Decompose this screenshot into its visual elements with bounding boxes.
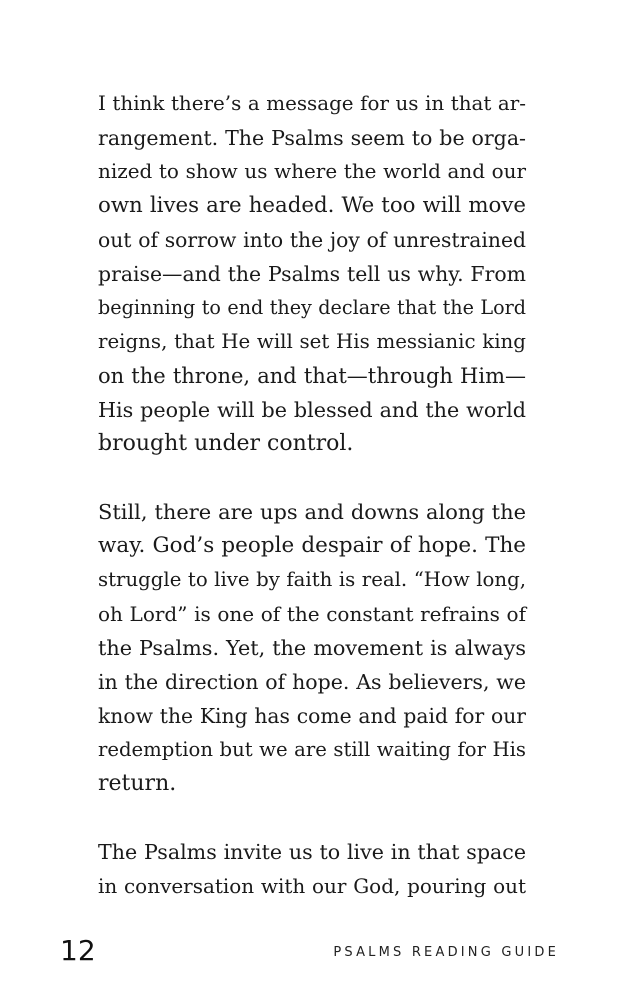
text-line: nized to show us where the world and our (98, 160, 526, 183)
paragraph-gap (98, 801, 526, 835)
running-title: PSALMS READING GUIDE (333, 945, 559, 960)
text-line: rangement. The Psalms seem to be orga- (98, 126, 526, 150)
text-line: praise—and the Psalms tell us why. From (98, 262, 526, 286)
page-number: 12 (60, 934, 96, 967)
text-line: struggle to live by faith is real. “How long, (98, 568, 526, 591)
paragraph-1 (98, 87, 526, 461)
paragraph-2 (98, 495, 526, 801)
text-line: The Psalms invite us to live in that space (98, 840, 526, 864)
text-line: return. (98, 771, 177, 796)
text-line: redemption but we are still waiting for His (98, 738, 526, 761)
text-line: brought under control. (98, 431, 354, 456)
text-line: oh Lord” is one of the constant refrains of (98, 602, 526, 626)
text-line: in the direction of hope. As believers, we (98, 670, 526, 694)
paragraph-gap (98, 461, 526, 495)
body-text (98, 87, 526, 903)
text-line: on the throne, and that—through Him— (98, 363, 526, 388)
text-line: His people will be blessed and the world (98, 398, 526, 422)
text-line: out of sorrow into the joy of unrestrained (98, 228, 526, 252)
text-line: Still, there are ups and downs along the (98, 500, 526, 524)
text-line: reigns, that He will set His messianic king (98, 330, 526, 353)
paragraph-3 (98, 835, 526, 903)
text-line: own lives are headed. We too will move (98, 193, 526, 218)
text-line: way. God’s people despair of hope. The (98, 533, 526, 558)
text-line: beginning to end they declare that the Lord (98, 296, 526, 319)
text-line: the Psalms. Yet, the movement is always (98, 636, 526, 660)
text-line: I think there’s a message for us in that ar- (98, 92, 526, 115)
text-line: in conversation with our God, pouring out (98, 874, 526, 898)
text-line: know the King has come and paid for our (98, 704, 526, 728)
